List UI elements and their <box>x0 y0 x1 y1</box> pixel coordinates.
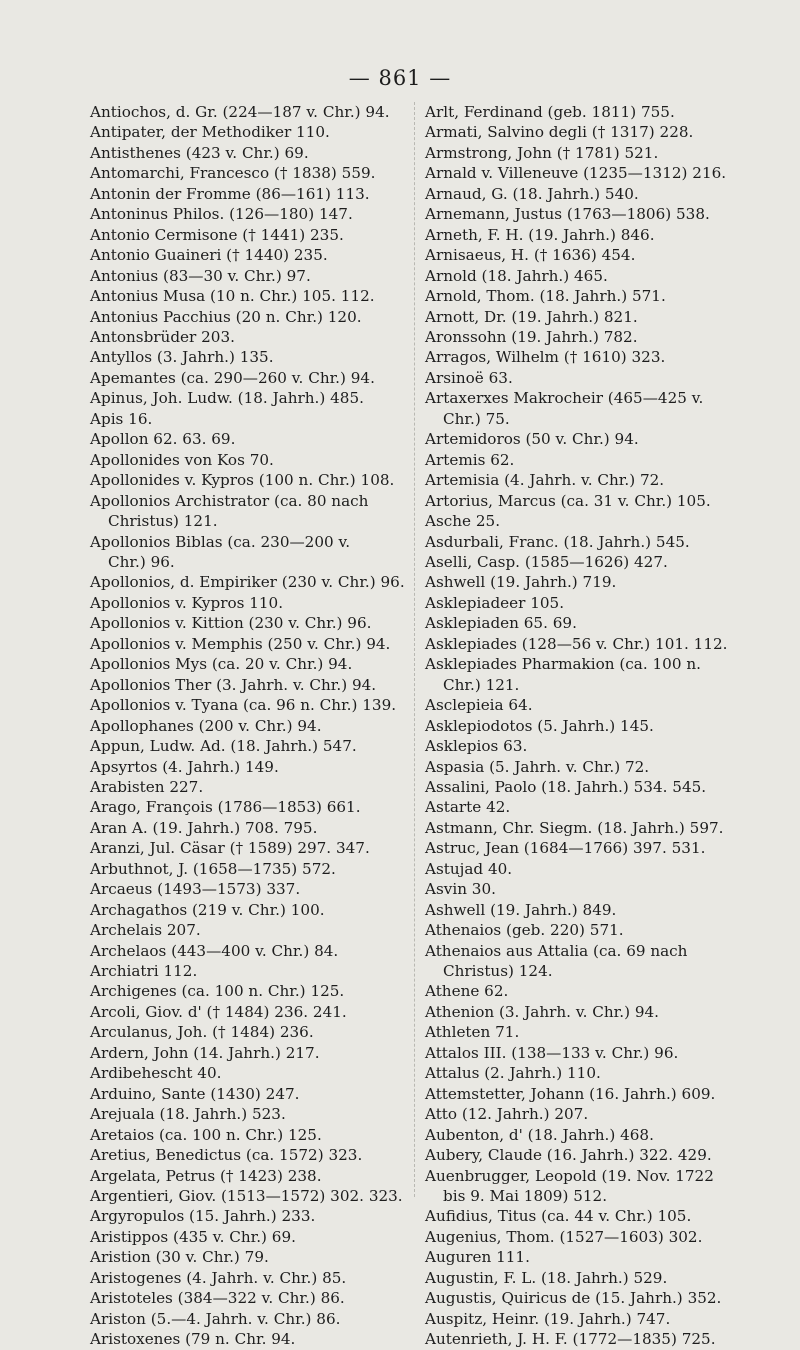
index-entry <box>425 613 765 633</box>
index-entry <box>90 716 406 736</box>
index-entry <box>425 1125 765 1145</box>
index-entry-line: Augustis, Quiricus de (15. Jahrh.) 352. <box>425 1289 722 1308</box>
index-entry <box>90 102 406 122</box>
index-entry <box>425 879 765 899</box>
index-entry <box>90 1186 406 1206</box>
index-entry <box>425 1104 765 1124</box>
index-entry-line: Arnemann, Justus (1763—1806) 538. <box>425 205 710 224</box>
index-entry-line: Chr.) 121. <box>443 675 520 694</box>
index-entry-line: Apollon 62. 63. 69. <box>90 430 236 449</box>
index-entry <box>425 1002 765 1022</box>
index-entry <box>425 347 765 367</box>
index-entry <box>425 286 765 306</box>
index-entry <box>425 981 765 1001</box>
index-entry <box>90 1329 406 1349</box>
index-entry <box>425 184 765 204</box>
index-entry <box>425 1206 765 1226</box>
index-entry-line: Argelata, Petrus († 1423) 238. <box>90 1166 322 1185</box>
index-entry-line: Antonio Guaineri († 1440) 235. <box>90 246 328 265</box>
index-entry <box>90 429 406 449</box>
index-entry-line: Attemstetter, Johann (16. Jahrh.) 609. <box>425 1084 716 1103</box>
index-entry <box>90 1166 406 1186</box>
index-entry-line: Arculanus, Joh. († 1484) 236. <box>90 1023 314 1042</box>
index-entry-line: Arragos, Wilhelm († 1610) 323. <box>425 348 666 367</box>
index-entry-line: Antisthenes (423 v. Chr.) 69. <box>90 143 309 162</box>
index-entry <box>90 981 406 1001</box>
index-entry <box>90 1002 406 1022</box>
index-entry-line: Asklepiades (128—56 v. Chr.) 101. 112. <box>425 634 728 653</box>
index-entry-line: Asclepieia 64. <box>425 696 533 715</box>
index-entry-line: Artaxerxes Makrocheir (465—425 v. <box>425 389 704 408</box>
index-entry <box>425 1043 765 1063</box>
index-entry-line: Aristoteles (384—322 v. Chr.) 86. <box>90 1289 345 1308</box>
index-entry-line: Artemis 62. <box>425 450 515 469</box>
index-entry-line: Antonius Pacchius (20 n. Chr.) 120. <box>90 307 362 326</box>
index-entry-line: Aristogenes (4. Jahrh. v. Chr.) 85. <box>90 1268 347 1287</box>
index-entry-line: Aranzi, Jul. Cäsar († 1589) 297. 347. <box>90 839 370 858</box>
index-entry <box>90 634 406 654</box>
index-entry-line: Apollonides v. Kypros (100 n. Chr.) 108. <box>90 471 395 490</box>
index-entry <box>90 1043 406 1063</box>
index-entry <box>90 859 406 879</box>
index-entry <box>425 736 765 756</box>
index-entry-line: Apollonios Mys (ca. 20 v. Chr.) 94. <box>90 655 353 674</box>
index-entry <box>90 163 406 183</box>
index-entry-line: Astujad 40. <box>425 859 513 878</box>
index-entry-line: Armati, Salvino degli († 1317) 228. <box>425 123 694 142</box>
index-entry <box>90 961 406 981</box>
index-entry <box>90 225 406 245</box>
index-entry-line: Asklepiades Pharmakion (ca. 100 n. <box>425 655 701 674</box>
index-entry <box>90 1084 406 1104</box>
index-entry-line: Apollonios v. Memphis (250 v. Chr.) 94. <box>90 634 391 653</box>
index-entry <box>90 409 406 429</box>
index-entry-line: Attalus (2. Jahrh.) 110. <box>425 1064 601 1083</box>
index-entry <box>425 450 765 470</box>
page-number: — 861 — <box>348 66 452 90</box>
index-entry <box>90 327 406 347</box>
index-entry-line: Apollonides von Kos 70. <box>90 450 274 469</box>
index-entry <box>425 1166 765 1207</box>
index-entry <box>425 511 765 531</box>
index-entry-line: Apollonios Ther (3. Jahrh. v. Chr.) 94. <box>90 675 377 694</box>
index-entry-line: Antyllos (3. Jahrh.) 135. <box>90 348 274 367</box>
index-entry-line: Asche 25. <box>425 512 501 531</box>
index-entry-line: Auspitz, Heinr. (19. Jahrh.) 747. <box>425 1309 671 1328</box>
index-entry-line: Asvin 30. <box>425 880 496 899</box>
index-entry <box>90 838 406 858</box>
index-entry <box>425 1022 765 1042</box>
index-entry-line: Arcaeus (1493—1573) 337. <box>90 880 301 899</box>
index-entry <box>90 184 406 204</box>
index-entry-line: Artemidoros (50 v. Chr.) 94. <box>425 430 639 449</box>
index-entry <box>90 491 406 532</box>
index-entry <box>425 1329 765 1349</box>
index-entry-line: Augustin, F. L. (18. Jahrh.) 529. <box>425 1268 668 1287</box>
index-entry <box>90 1206 406 1226</box>
index-entry <box>425 1247 765 1267</box>
index-entry <box>90 532 406 573</box>
index-entry-line: Augenius, Thom. (1527—1603) 302. <box>425 1227 703 1246</box>
index-entry-line: Arnold, Thom. (18. Jahrh.) 571. <box>425 287 666 306</box>
index-entry <box>90 900 406 920</box>
index-entry-line: Atto (12. Jahrh.) 207. <box>425 1105 589 1124</box>
index-column-left <box>90 102 406 1350</box>
index-entry <box>425 163 765 183</box>
index-entry <box>90 1063 406 1083</box>
index-entry-line: Arbuthnot, J. (1658—1735) 572. <box>90 859 336 878</box>
index-entry <box>425 368 765 388</box>
index-entry-line: Aubenton, d' (18. Jahrh.) 468. <box>425 1125 654 1144</box>
index-entry-line: Arlt, Ferdinand (geb. 1811) 755. <box>425 103 675 121</box>
index-entry <box>425 920 765 940</box>
index-entry-line: Aspasia (5. Jahrh. v. Chr.) 72. <box>425 757 650 776</box>
index-entry <box>90 593 406 613</box>
index-entry <box>425 797 765 817</box>
index-entry <box>425 654 765 695</box>
index-entry-line: Argentieri, Giov. (1513—1572) 302. 323. <box>90 1187 403 1206</box>
index-entry-line: Artorius, Marcus (ca. 31 v. Chr.) 105. <box>425 491 711 510</box>
index-entry-line: Archagathos (219 v. Chr.) 100. <box>90 900 325 919</box>
index-entry-line: Apollonios v. Tyana (ca. 96 n. Chr.) 139. <box>90 696 397 715</box>
index-entry-line: Antonio Cermisone († 1441) 235. <box>90 225 344 244</box>
index-entry-line: Ashwell (19. Jahrh.) 849. <box>425 900 617 919</box>
index-entry-line: Archiatri 112. <box>90 962 198 981</box>
index-entry-line: Aristion (30 v. Chr.) 79. <box>90 1248 269 1267</box>
index-entry <box>90 879 406 899</box>
index-entry-line: Arabisten 227. <box>90 777 204 796</box>
index-entry <box>425 327 765 347</box>
index-entry-line: Athleten 71. <box>425 1023 520 1042</box>
index-entry-line: Apollonios v. Kypros 110. <box>90 593 284 612</box>
index-entry-line: Arsinoë 63. <box>425 368 513 387</box>
index-entry-line: Ariston (5.—4. Jahrh. v. Chr.) 86. <box>90 1309 341 1328</box>
index-entry-line: Astmann, Chr. Siegm. (18. Jahrh.) 597. <box>425 818 724 837</box>
index-entry-line: Antiochos, d. Gr. (224—187 v. Chr.) 94. <box>90 103 390 121</box>
index-entry <box>425 102 765 122</box>
index-entry-line: Auenbrugger, Leopold (19. Nov. 1722 <box>425 1166 714 1185</box>
index-entry <box>90 122 406 142</box>
index-entry-line: Archelais 207. <box>90 921 201 940</box>
index-entry <box>425 143 765 163</box>
index-entry <box>425 593 765 613</box>
index-entry <box>425 307 765 327</box>
index-entry <box>425 491 765 511</box>
column-divider <box>414 102 415 1197</box>
index-entry <box>90 818 406 838</box>
index-entry-line: Arcoli, Giov. d' († 1484) 236. 241. <box>90 1002 347 1021</box>
index-entry <box>90 470 406 490</box>
index-entry <box>425 470 765 490</box>
index-entry <box>90 941 406 961</box>
index-entry-line: Antonsbrüder 203. <box>90 327 235 346</box>
index-entry <box>90 1247 406 1267</box>
index-entry <box>90 736 406 756</box>
index-entry-line: Antipater, der Methodiker 110. <box>90 123 330 142</box>
index-entry-line: Arnold (18. Jahrh.) 465. <box>425 266 608 285</box>
index-entry <box>425 1309 765 1329</box>
index-entry-line: Athene 62. <box>425 982 509 1001</box>
index-entry-line: Armstrong, John († 1781) 521. <box>425 143 659 162</box>
index-entry <box>90 388 406 408</box>
index-entry-line: Aubery, Claude (16. Jahrh.) 322. 429. <box>425 1146 712 1165</box>
index-entry <box>90 797 406 817</box>
index-entry <box>425 388 765 429</box>
index-entry <box>425 859 765 879</box>
index-entry <box>425 634 765 654</box>
index-entry <box>425 1063 765 1083</box>
index-entry-line: Archigenes (ca. 100 n. Chr.) 125. <box>90 982 345 1001</box>
index-entry-line: Apis 16. <box>90 409 153 428</box>
index-entry <box>90 245 406 265</box>
index-entry-line: Antoninus Philos. (126—180) 147. <box>90 205 353 224</box>
index-entry-line: Aronssohn (19. Jahrh.) 782. <box>425 327 638 346</box>
index-entry-line: Artemisia (4. Jahrh. v. Chr.) 72. <box>425 471 665 490</box>
index-entry <box>425 552 765 572</box>
index-entry-line: Argyropulos (15. Jahrh.) 233. <box>90 1207 316 1226</box>
index-entry <box>425 1288 765 1308</box>
index-entry-line: Asdurbali, Franc. (18. Jahrh.) 545. <box>425 532 690 551</box>
index-entry-line: Apollonios v. Kittion (230 v. Chr.) 96. <box>90 614 372 633</box>
index-entry-line: Apollonios, d. Empiriker (230 v. Chr.) 96. <box>90 573 405 592</box>
index-entry-line: Astarte 42. <box>425 798 511 817</box>
index-entry <box>90 695 406 715</box>
index-entry-line: Aselli, Casp. (1585—1626) 427. <box>425 552 668 571</box>
index-entry <box>90 1125 406 1145</box>
index-entry-line: Apemantes (ca. 290—260 v. Chr.) 94. <box>90 368 375 387</box>
index-entry <box>90 1104 406 1124</box>
index-entry <box>90 613 406 633</box>
index-entry <box>90 1288 406 1308</box>
index-entry-line: Asklepiadeer 105. <box>425 593 565 612</box>
index-entry <box>90 920 406 940</box>
index-entry-line: Antomarchi, Francesco († 1838) 559. <box>90 164 376 183</box>
index-entry <box>425 122 765 142</box>
index-entry <box>90 1022 406 1042</box>
index-entry <box>425 777 765 797</box>
index-entry <box>425 1084 765 1104</box>
index-entry-line: Arejuala (18. Jahrh.) 523. <box>90 1105 286 1124</box>
index-entry <box>425 204 765 224</box>
index-entry <box>425 818 765 838</box>
index-entry <box>425 225 765 245</box>
index-column-right <box>425 102 765 1350</box>
index-entry <box>425 716 765 736</box>
index-entry-line: Arnald v. Villeneuve (1235—1312) 216. <box>425 164 727 183</box>
index-entry-line: Arago, François (1786—1853) 661. <box>90 798 361 817</box>
index-entry-line: Athenaios (geb. 220) 571. <box>425 921 624 940</box>
index-entry-line: Apinus, Joh. Ludw. (18. Jahrh.) 485. <box>90 389 364 408</box>
index-entry-line: Chr.) 96. <box>108 552 175 571</box>
index-entry <box>90 368 406 388</box>
index-entry <box>90 654 406 674</box>
index-entry-line: Asklepiaden 65. 69. <box>425 614 577 633</box>
index-entry <box>90 675 406 695</box>
index-entry-line: Aran A. (19. Jahrh.) 708. 795. <box>90 818 318 837</box>
index-entry-line: Assalini, Paolo (18. Jahrh.) 534. 545. <box>425 777 707 796</box>
index-entry-line: Aretaios (ca. 100 n. Chr.) 125. <box>90 1125 322 1144</box>
index-entry-line: Auguren 111. <box>425 1248 530 1267</box>
index-entry-line: Ardern, John (14. Jahrh.) 217. <box>90 1043 320 1062</box>
index-entry-line: Appun, Ludw. Ad. (18. Jahrh.) 547. <box>90 737 357 756</box>
index-entry-line: Aretius, Benedictus (ca. 1572) 323. <box>90 1146 363 1165</box>
index-entry-line: Antonius Musa (10 n. Chr.) 105. 112. <box>90 287 375 306</box>
index-entry-line: Aristippos (435 v. Chr.) 69. <box>90 1227 296 1246</box>
index-entry <box>90 286 406 306</box>
index-entry-line: Aristoxenes (79 n. Chr. 94. <box>90 1330 296 1349</box>
index-entry-line: Attalos III. (138—133 v. Chr.) 96. <box>425 1043 679 1062</box>
index-entry-line: bis 9. Mai 1809) 512. <box>443 1187 608 1206</box>
index-entry-line: Ashwell (19. Jahrh.) 719. <box>425 573 617 592</box>
index-entry-line: Athenaios aus Attalia (ca. 69 nach <box>425 941 688 960</box>
index-entry-line: Arnaud, G. (18. Jahrh.) 540. <box>425 184 639 203</box>
index-entry <box>90 307 406 327</box>
index-entry <box>425 429 765 449</box>
index-entry-line: Archelaos (443—400 v. Chr.) 84. <box>90 941 339 960</box>
index-entry <box>90 450 406 470</box>
index-entry-line: Christus) 121. <box>108 512 218 531</box>
index-entry <box>90 1145 406 1165</box>
index-entry <box>425 1145 765 1165</box>
index-entry <box>90 1268 406 1288</box>
index-entry-line: Autenrieth, J. H. F. (1772—1835) 725. <box>425 1330 716 1349</box>
index-entry <box>425 266 765 286</box>
index-entry <box>90 347 406 367</box>
index-entry-line: Athenion (3. Jahrh. v. Chr.) 94. <box>425 1002 659 1021</box>
index-entry-line: Apollonios Archistrator (ca. 80 nach <box>90 491 369 510</box>
index-entry-line: Antonin der Fromme (86—161) 113. <box>90 184 370 203</box>
index-entry-line: Arneth, F. H. (19. Jahrh.) 846. <box>425 225 655 244</box>
index-entry <box>425 572 765 592</box>
index-entry <box>90 143 406 163</box>
index-entry <box>90 1309 406 1329</box>
index-entry-line: Asklepios 63. <box>425 737 528 756</box>
index-entry <box>425 900 765 920</box>
index-entry <box>90 757 406 777</box>
index-entry <box>425 1268 765 1288</box>
index-entry <box>425 941 765 982</box>
index-entry-line: Aufidius, Titus (ca. 44 v. Chr.) 105. <box>425 1207 692 1226</box>
index-entry <box>90 204 406 224</box>
index-entry <box>90 572 406 592</box>
index-entry-line: Antonius (83—30 v. Chr.) 97. <box>90 266 311 285</box>
index-entry-line: Astruc, Jean (1684—1766) 397. 531. <box>425 839 706 858</box>
index-entry <box>90 777 406 797</box>
index-entry-line: Apollonios Biblas (ca. 230—200 v. <box>90 532 351 551</box>
index-entry-line: Arnott, Dr. (19. Jahrh.) 821. <box>425 307 638 326</box>
index-entry <box>425 838 765 858</box>
index-entry <box>425 532 765 552</box>
index-entry <box>425 757 765 777</box>
index-entry-line: Asklepiodotos (5. Jahrh.) 145. <box>425 716 654 735</box>
index-entry-line: Apsyrtos (4. Jahrh.) 149. <box>90 757 279 776</box>
index-entry-line: Arduino, Sante (1430) 247. <box>90 1084 300 1103</box>
index-entry <box>90 266 406 286</box>
index-entry-line: Ardibehescht 40. <box>90 1064 222 1083</box>
index-entry-line: Arnisaeus, H. († 1636) 454. <box>425 246 636 265</box>
index-entry-line: Chr.) 75. <box>443 409 510 428</box>
index-entry <box>425 695 765 715</box>
index-entry <box>425 245 765 265</box>
index-entry-line: Christus) 124. <box>443 962 553 981</box>
index-entry-line: Apollophanes (200 v. Chr.) 94. <box>90 716 322 735</box>
